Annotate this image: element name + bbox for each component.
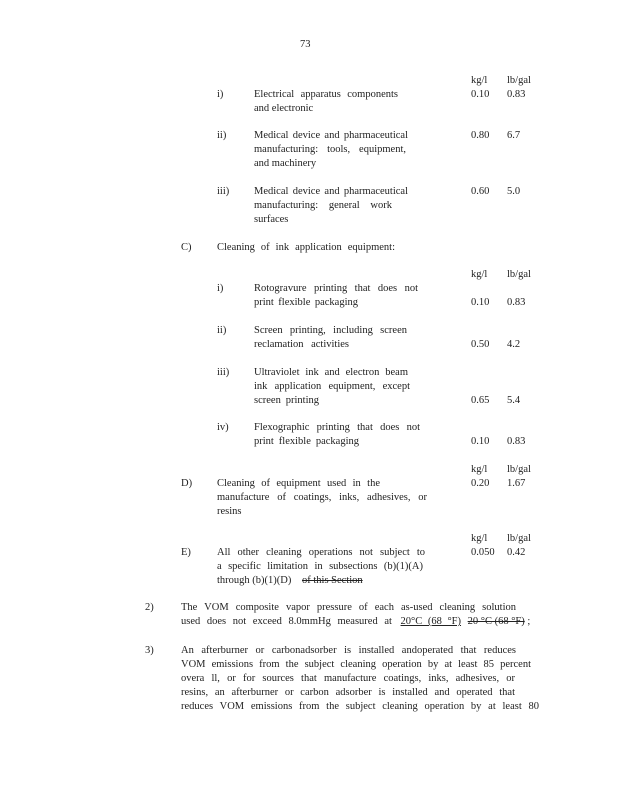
unit-kg: kg/l [471,75,488,86]
item-text: Ultraviolet ink and electron beam [254,367,408,378]
section-text [217,574,363,589]
item-number: i) [217,89,224,100]
page-number: 73 [300,39,311,50]
item-number: ii) [217,325,227,336]
unit-lb: lb/gal [507,533,531,544]
section-label: C) [181,242,192,253]
paragraph-number: 2) [145,602,154,613]
kg-value: 0.20 [471,478,490,489]
paragraph-text: The VOM composite vapor pressure of each as-used cleaning solution [181,602,516,613]
lb-value: 5.4 [507,395,521,406]
unit-kg: kg/l [471,533,488,544]
kg-value: 0.10 [471,436,490,447]
paragraph-text: VOM emissions from the subject cleaning operation by at least 85 percent [181,659,531,670]
item-text: manufacturing: general work [254,200,392,211]
kg-value: 0.50 [471,339,490,350]
struck-text: 20 °C (68 °F) [467,616,525,627]
lb-value: 6.7 [507,130,521,141]
unit-lb: lb/gal [507,464,531,475]
item-text: surfaces [254,214,289,225]
item-text: and machinery [254,158,317,169]
lb-value: 5.0 [507,186,521,197]
item-text: Medical device and pharmaceutical [254,186,408,197]
lb-value: 0.42 [507,547,526,558]
section-text: manufacture of coatings, inks, adhesives, or [217,492,427,503]
section-label: D) [181,478,193,489]
section-title: Cleaning of ink application equipment: [217,242,395,253]
item-text: reclamation activities [254,339,349,350]
kg-value: 0.10 [471,297,490,308]
item-number: iv) [217,422,229,433]
lb-value: 4.2 [507,339,521,350]
section-text: resins [217,506,242,517]
section-text: Cleaning of equipment used in the [217,478,380,489]
lb-value: 0.83 [507,89,526,100]
item-text: Screen printing, including screen [254,325,407,336]
item-text: Medical device and pharmaceutical [254,130,408,141]
unit-kg: kg/l [471,464,488,475]
item-number: iii) [217,367,230,378]
item-text: Flexographic printing that does not [254,422,420,433]
paragraph-text-end: ; [527,616,531,627]
inserted-text: 20°C (68 °F) [400,616,462,627]
section-text: All other cleaning operations not subject to [217,547,425,558]
unit-lb: lb/gal [507,269,531,280]
item-text: ink application equipment, except [254,381,410,392]
item-text: and electronic [254,103,314,114]
kg-value: 0.050 [471,547,495,558]
section-label: E) [181,547,191,558]
struck-text: of this Section [301,575,363,586]
item-number: i) [217,283,224,294]
lb-value: 1.67 [507,478,526,489]
item-text: Rotogravure printing that does not [254,283,418,294]
kg-value: 0.60 [471,186,490,197]
item-text: Electrical apparatus components [254,89,398,100]
unit-kg: kg/l [471,269,488,280]
item-text: print flexible packaging [254,436,359,447]
item-text: print flexible packaging [254,297,358,308]
section-text-plain: through (b)(1)(D) [217,575,292,586]
section-text: a specific limitation in subsections (b)(1)(A) [217,561,423,572]
item-number: iii) [217,186,230,197]
lb-value: 0.83 [507,436,526,447]
paragraph-number: 3) [145,645,154,656]
lb-value: 0.83 [507,297,526,308]
paragraph-text: overa ll, or for sources that manufacture coatings, inks, adhesives, or [181,673,515,684]
kg-value: 0.10 [471,89,490,100]
item-number: ii) [217,130,227,141]
paragraph-text [181,615,530,630]
item-text: manufacturing: tools, equipment, [254,144,406,155]
item-text: screen printing [254,395,319,406]
unit-lb: lb/gal [507,75,531,86]
paragraph-text: reduces VOM emissions from the subject cleaning operation by at least 80 [181,701,539,712]
kg-value: 0.65 [471,395,490,406]
paragraph-text: An afterburner or carbonadsorber is installed andoperated that reduces [181,645,516,656]
kg-value: 0.80 [471,130,490,141]
paragraph-text: resins, an afterburner or carbon adsorber is installed and operated that [181,687,515,698]
paragraph-text-plain: used does not exceed 8.0mmHg measured at [181,616,392,627]
